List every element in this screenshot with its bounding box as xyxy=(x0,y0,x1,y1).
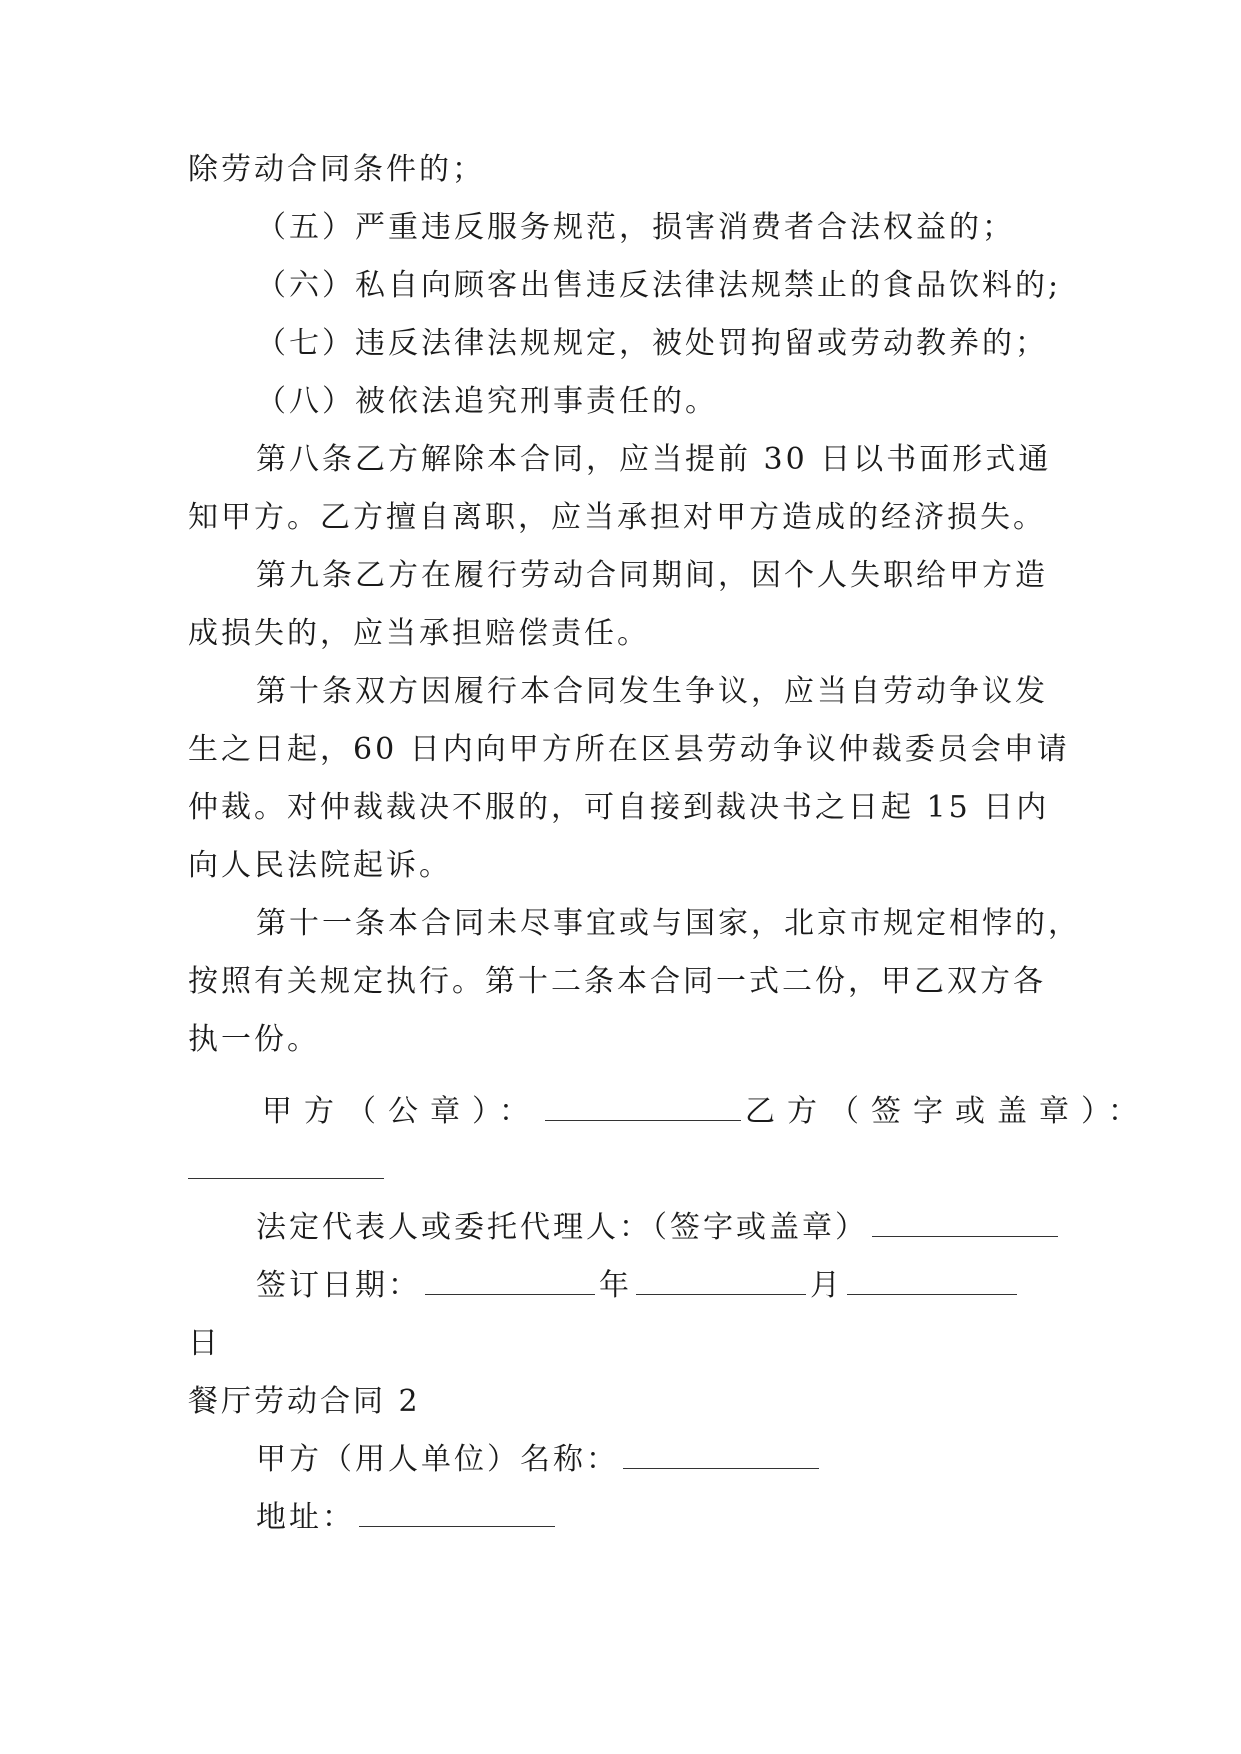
day-blank xyxy=(847,1268,1017,1295)
employer-name-label: 甲方（用人单位）名称： xyxy=(256,1442,619,1477)
text-line: 向人民法院起诉。 xyxy=(188,848,452,883)
representative-line xyxy=(256,1208,1062,1248)
text-line: 生之日起，60 日内向甲方所在区县劳动争议仲裁委员会申请 xyxy=(188,732,1070,767)
day-label: 日 xyxy=(188,1326,221,1361)
month-label: 月 xyxy=(810,1268,843,1303)
address-label: 地址： xyxy=(256,1500,355,1535)
text-line: 成损失的，应当承担赔偿责任。 xyxy=(188,616,650,651)
signature-line-parties xyxy=(262,1092,1150,1132)
text-line: 第八条乙方解除本合同，应当提前 30 日以书面形式通 xyxy=(256,442,1052,477)
representative-label: 法定代表人或委托代理人：（签字或盖章） xyxy=(256,1210,868,1245)
month-blank xyxy=(636,1268,806,1295)
second-contract-title: 餐厅劳动合同 2 xyxy=(188,1384,421,1419)
text-line: （八）被依法追究刑事责任的。 xyxy=(256,384,718,419)
text-line: （七）违反法律法规规定，被处罚拘留或劳动教养的； xyxy=(256,326,1048,361)
date-label: 签订日期： xyxy=(256,1268,421,1303)
address-blank xyxy=(359,1500,555,1527)
text-line: 仲裁。对仲裁裁决不服的，可自接到裁决书之日起 15 日内 xyxy=(188,790,1050,825)
year-label: 年 xyxy=(599,1268,632,1303)
employer-name-blank xyxy=(623,1442,819,1469)
party-a-label: 甲方（公章）： xyxy=(262,1094,541,1129)
text-line: （六）私自向顾客出售违反法律法规禁止的食品饮料的; xyxy=(256,268,1062,303)
text-line: 第十一条本合同未尽事宜或与国家，北京市规定相悖的， xyxy=(256,906,1081,941)
party-b-blank xyxy=(188,1178,384,1179)
text-line: 知甲方。乙方擅自离职，应当承担对甲方造成的经济损失。 xyxy=(188,500,1046,535)
text-line: 执一份。 xyxy=(188,1022,320,1057)
text-line: （五）严重违反服务规范，损害消费者合法权益的； xyxy=(256,210,1015,245)
party-a-blank xyxy=(545,1094,741,1121)
employer-name-line xyxy=(256,1440,823,1480)
text-line: 按照有关规定执行。第十二条本合同一式二份，甲乙双方各 xyxy=(188,964,1046,999)
text-line: 第九条乙方在履行劳动合同期间，因个人失职给甲方造 xyxy=(256,558,1048,593)
address-line xyxy=(256,1498,559,1538)
party-b-label: 乙方（签字或盖章）： xyxy=(745,1094,1150,1129)
text-line: 第十条双方因履行本合同发生争议，应当自劳动争议发 xyxy=(256,674,1048,709)
date-line xyxy=(256,1266,1021,1306)
year-blank xyxy=(425,1268,595,1295)
representative-blank xyxy=(872,1210,1058,1237)
text-line: 除劳动合同条件的； xyxy=(188,152,485,187)
